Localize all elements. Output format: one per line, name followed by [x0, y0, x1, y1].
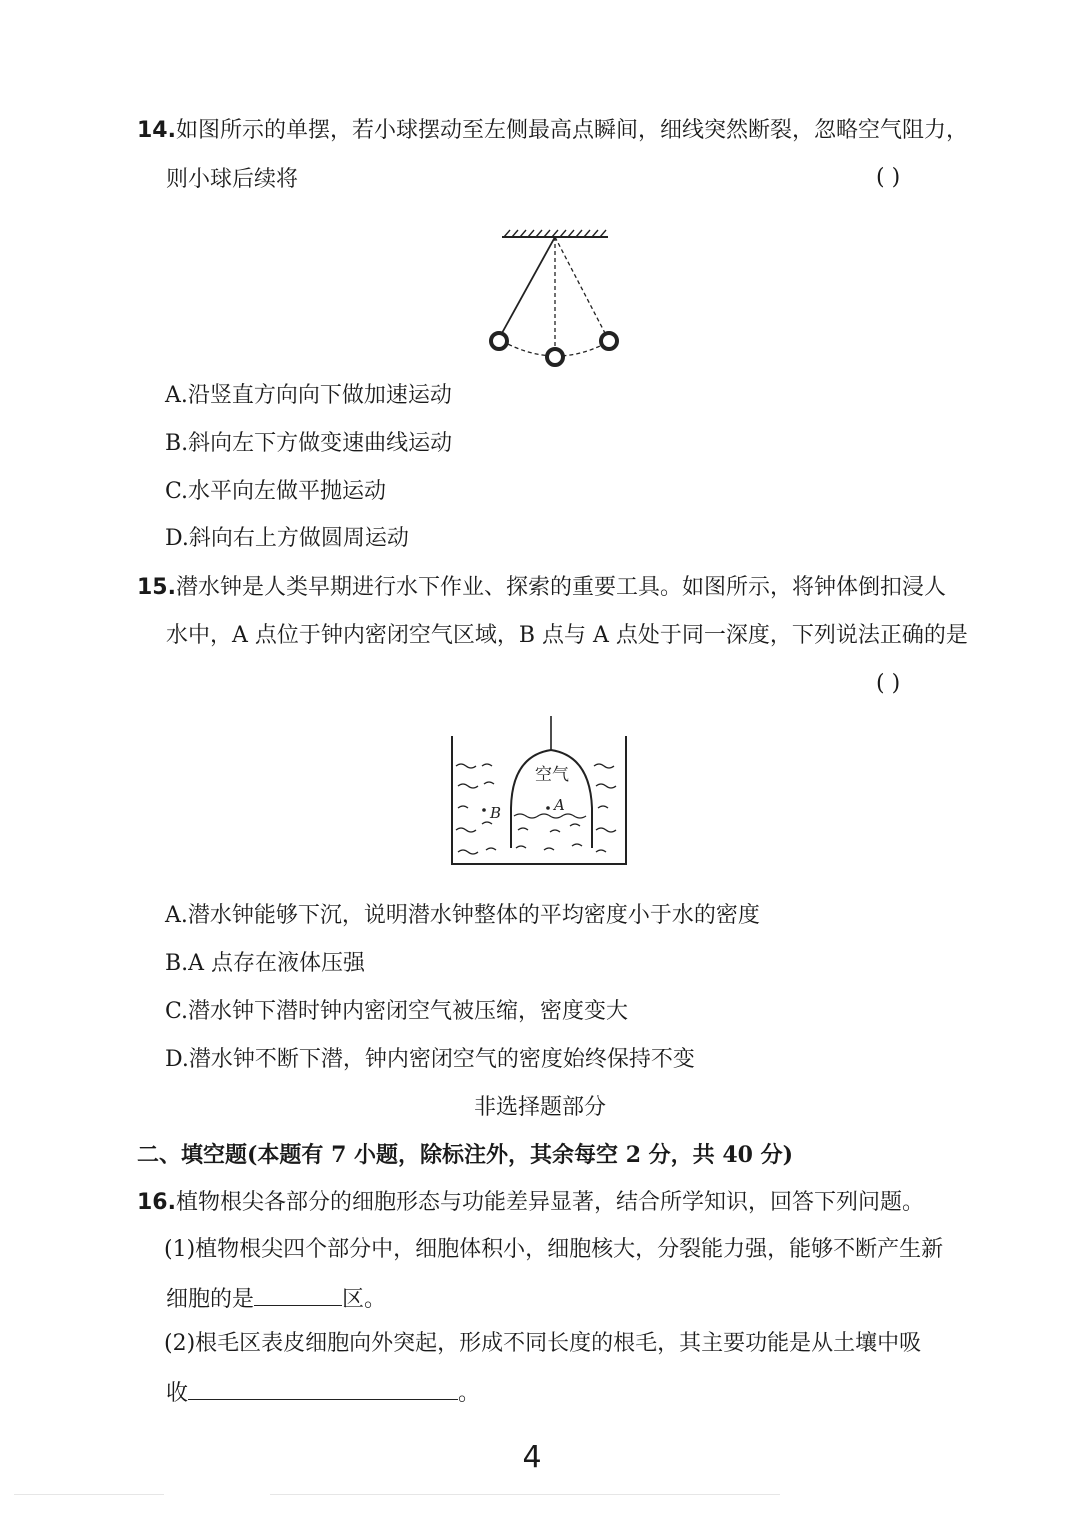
- q15-option-c: C.潜水钟下潜时钟内密闭空气被压缩，密度变大: [165, 999, 629, 1024]
- q14-stem-text: 如图所示的单摆，若小球摆动至左侧最高点瞬间，细线突然断裂，忽略空气阻力，: [175, 118, 968, 143]
- q16-sub1-line1: (1)植物根尖四个部分中，细胞体积小，细胞核大，分裂能力强，能够不断产生新: [164, 1237, 944, 1262]
- q16-sub1-line2: [166, 1283, 386, 1314]
- section-title: 非选择题部分: [473, 1095, 606, 1120]
- q15-stem-line2: 水中，A 点位于钟内密闭空气区域，B 点与 A 点处于同一深度，下列说法正确的是: [166, 623, 968, 648]
- q16-sub2-answer-blank[interactable]: [188, 1377, 458, 1400]
- q15-option-a: A.潜水钟能够下沉，说明潜水钟整体的平均密度小于水的密度: [165, 903, 760, 928]
- q16-sub1-answer-blank[interactable]: [254, 1283, 342, 1306]
- q15-stem-line1: [137, 574, 946, 602]
- q14-option-a: A.沿竖直方向向下做加速运动: [165, 383, 452, 408]
- ball-right: [601, 333, 617, 349]
- q16-number: 16.: [137, 1190, 176, 1215]
- q16-sub2-line2: [166, 1377, 480, 1408]
- point-a-dot: [546, 806, 550, 810]
- q15-stem-text: 潜水钟是人类早期进行水下作业、探索的重要工具。如图所示，将钟体倒扣浸人: [175, 575, 946, 600]
- q16-sub2-suffix: 。: [458, 1381, 481, 1406]
- q14-option-c: C.水平向左做平抛运动: [165, 479, 387, 504]
- part2-header: 二、填空题(本题有 7 小题，除标注外，其余每空 2 分，共 40 分): [137, 1142, 794, 1168]
- q14-answer-paren: ( ): [876, 165, 901, 190]
- q14-number: 14.: [137, 118, 176, 143]
- ball-center: [547, 349, 563, 365]
- q14-stem-line1: [137, 117, 968, 145]
- pendulum-string: [502, 237, 555, 333]
- page-number: 4: [522, 1440, 542, 1475]
- ball-left: [491, 333, 507, 349]
- air-label: 空气: [535, 765, 569, 785]
- q15-answer-paren: ( ): [876, 671, 901, 696]
- q16-sub1-suffix: 区。: [342, 1287, 387, 1312]
- point-b-dot: [482, 808, 486, 812]
- q16-sub2-prefix: 收: [166, 1381, 189, 1406]
- point-b-label: B: [490, 804, 502, 822]
- q14-option-b: B.斜向左下方做变速曲线运动: [165, 431, 453, 456]
- q16-stem-text: 植物根尖各部分的细胞形态与功能差异显著，结合所学知识，回答下列问题。: [175, 1190, 924, 1215]
- q15-number: 15.: [137, 575, 176, 600]
- q14-stem-line2: 则小球后续将: [166, 167, 299, 192]
- q16-sub2-line1: (2)根毛区表皮细胞向外突起，形成不同长度的根毛，其主要功能是从土壤中吸: [164, 1331, 922, 1356]
- q14-option-d: D.斜向右上方做圆周运动: [165, 526, 409, 551]
- q15-option-d: D.潜水钟不断下潜，钟内密闭空气的密度始终保持不变: [165, 1047, 695, 1072]
- q16-sub1-prefix: 细胞的是: [166, 1287, 255, 1312]
- q15-option-b: B.A 点存在液体压强: [165, 951, 366, 976]
- pendulum-figure: [480, 225, 620, 375]
- ceiling-hatching: [504, 230, 606, 237]
- point-a-label: A: [554, 796, 565, 814]
- scan-artifact-line: [14, 1494, 164, 1495]
- scan-artifact-line: [270, 1494, 780, 1495]
- pendulum-string-right-dashed: [555, 237, 606, 335]
- diving-bell-figure: [446, 712, 632, 872]
- q16-stem: [137, 1189, 924, 1217]
- water-tank: [452, 736, 626, 864]
